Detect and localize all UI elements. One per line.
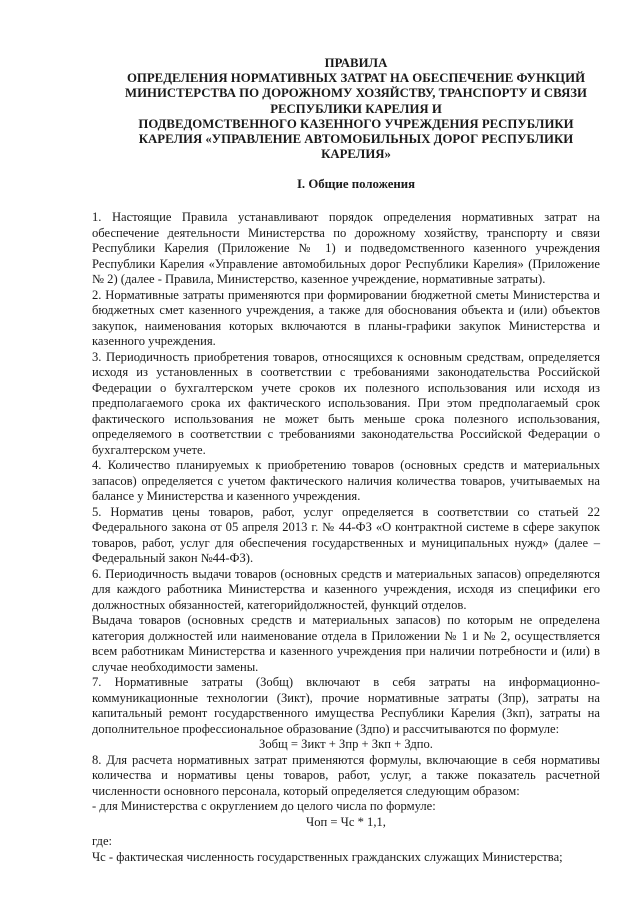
title-line: МИНИСТЕРСТВА ПО ДОРОЖНОМУ ХОЗЯЙСТВУ, ТРАНСПОРТУ И СВЯЗИ — [124, 86, 588, 101]
formula-staff-count: Чоп = Чс * 1,1, — [306, 814, 386, 829]
paragraph-6-continued: Выдача товаров (основных средств и материальных запасов) по которым не определена категория должностей или наименование отдела в Приложении № 1 и № 2, осуществляется всем работникам Министерства и казенного учреждения при наличии потребности и (или) в случае необходимости замены. — [92, 613, 600, 674]
title-line: КАРЕЛИЯ» — [321, 147, 391, 162]
formula-total-costs: Зобщ = Зикт + Зпр + Зкп + Здпо. — [259, 737, 433, 752]
paragraph-7: 7. Нормативные затраты (Зобщ) включают в себя затраты на информационно-коммуникационные технологии (Зикт), прочие нормативные затраты (Зпр), затраты на капитальный ремонт государственного имущества Республики Карелия (Зкп), затраты на дополнительное профессиональное образование (Здпо) и рассчитываются по формуле: — [92, 675, 600, 736]
title-line: РЕСПУБЛИКИ КАРЕЛИЯ И — [270, 101, 442, 116]
title-line: ПОДВЕДОМСТВЕННОГО КАЗЕННОГО УЧРЕЖДЕНИЯ РЕСПУБЛИКИ — [138, 116, 574, 131]
title-line: КАРЕЛИЯ «УПРАВЛЕНИЕ АВТОМОБИЛЬНЫХ ДОРОГ РЕСПУБЛИКИ — [138, 132, 574, 147]
paragraph-8-ministry: - для Министерства с округлением до целого числа по формуле: — [92, 799, 436, 814]
paragraph-2: 2. Нормативные затраты применяются при формировании бюджетной сметы Министерства и бюджетных смет казенного учреждения, а также для обоснования объекта и (или) объектов закупок, наименования которых включаются в планы-графики закупок Министерства и казенного учреждения. — [92, 287, 600, 349]
paragraph-8: 8. Для расчета нормативных затрат применяются формулы, включающие в себя нормативы количества и нормативы цены товаров, работ, услуг, а также показатель расчетной численности основного персонала, который определяется следующим образом: — [92, 752, 600, 798]
paragraph-8-definition: Чс - фактическая численность государственных гражданских служащих Министерства; — [92, 849, 563, 864]
title-line: ОПРЕДЕЛЕНИЯ НОРМАТИВНЫХ ЗАТРАТ НА ОБЕСПЕЧЕНИЕ ФУНКЦИЙ — [126, 71, 586, 86]
paragraph-5: 5. Норматив цены товаров, работ, услуг определяется в соответствии со статьей 22 Федерального закона от 05 апреля 2013 г. № 44-ФЗ «О контрактной системе в сфере закупок товаров, работ, услуг для обеспечения государственных и муниципальных нужд» (далее – Федеральный закон №44-ФЗ). — [92, 504, 600, 566]
title-line: ПРАВИЛА — [324, 56, 388, 70]
where-label: где: — [92, 834, 113, 849]
paragraph-4: 4. Количество планируемых к приобретению товаров (основных средств и материальных запасов) определяется с учетом фактического наличия количества товаров, учитываемых на балансе у Министерства и казенного учреждения. — [92, 458, 600, 504]
document-title — [92, 56, 600, 162]
section-heading: I. Общие положения — [296, 177, 416, 192]
paragraph-6: 6. Периодичность выдачи товаров (основных средств и материальных запасов) определяются для каждого работника Министерства и казенного учреждения, исходя из специфики его должностных обязанностей, категорийдолжностей, функций отделов. — [92, 566, 600, 612]
paragraph-3: 3. Периодичность приобретения товаров, относящихся к основным средствам, определяется исходя из установленных в соответствии с требованиями законодательства Российской Федерации о бухгалтерском учете сроков их полезного использования или исходя из предполагаемого срока их фактического использования. При этом предполагаемый срок фактического использования не может быть меньше срока полезного использования, определяемого в соответствии с требованиями законодательства Российской Федерации о бухгалтерском учете. — [92, 349, 600, 457]
paragraph-1: 1. Настоящие Правила устанавливают порядок определения нормативных затрат на обеспечение деятельности Министерства по дорожному хозяйству, транспорту и связи Республики Карелия (Приложение № 1) и подведомственного казенного учреждения Республики Карелия «Управление автомобильных дорог Республики Карелия» (Приложение № 2) (далее - Правила, Министерство, казенное учреждение, нормативные затраты). — [92, 210, 600, 287]
